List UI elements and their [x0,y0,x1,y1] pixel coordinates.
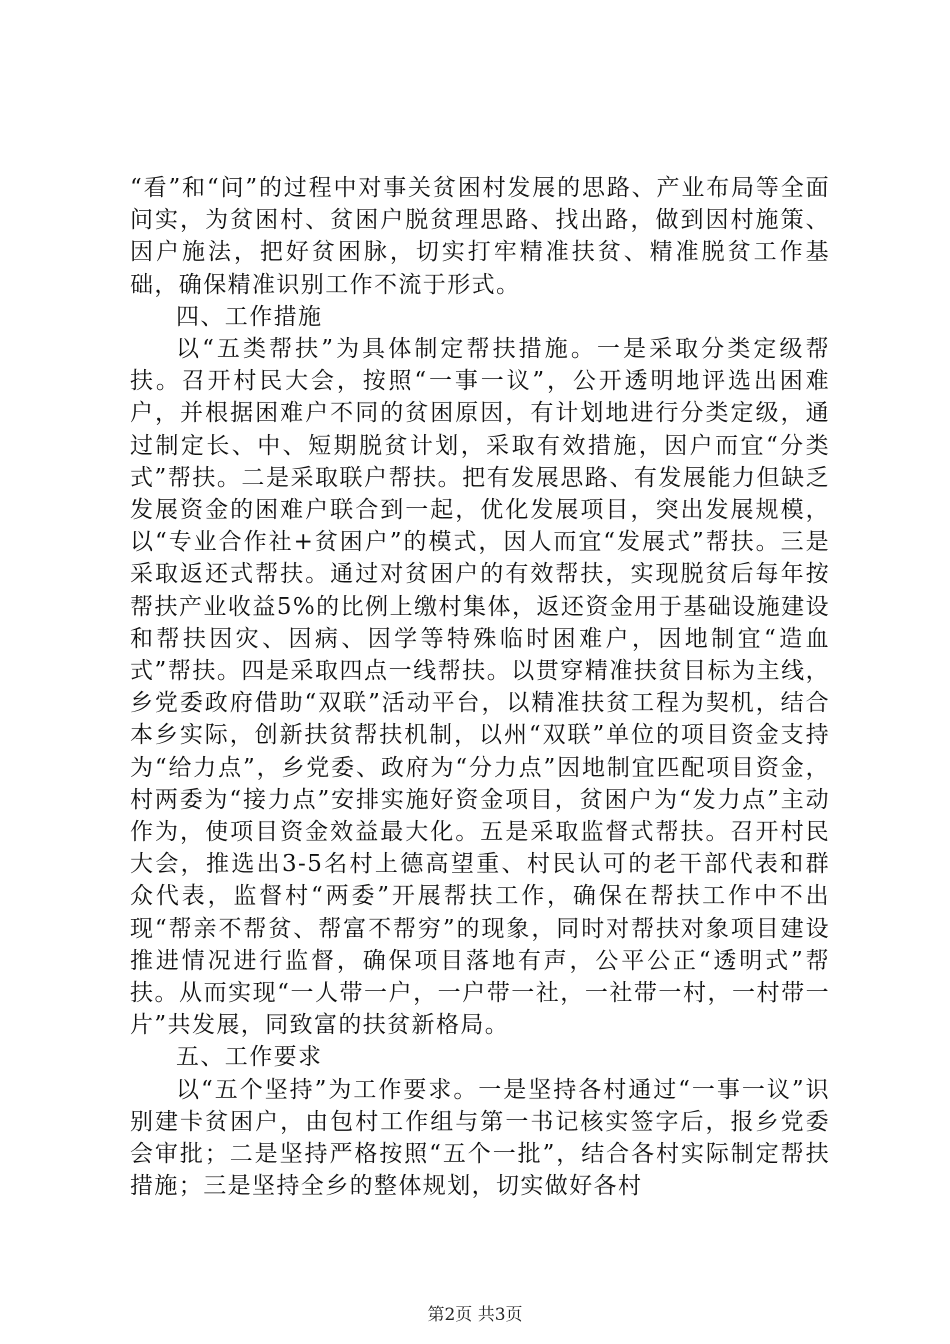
document-body [130,172,830,1203]
paragraph-requirements: 以“五个坚持”为工作要求。一是坚持各村通过“一事一议”识别建卡贫困户，由包村工作组与第一书记核实签字后，报乡党委会审批；二是坚持严格按照“五个一批”，结合各村实际制定帮扶措施；三是坚持全乡的整体规划，切实做好各村 [130,1076,830,1200]
section-heading-measures: 四、工作措施 [176,303,323,330]
paragraph-continuation: “看”和“问”的过程中对事关贫困村发展的思路、产业布局等全面问实，为贫困村、贫困户脱贫理思路、找出路，做到因村施策、因户施法，把好贫困脉，切实打牢精准扶贫、精准脱贫工作基础，确保精准识别工作不流于形式。 [130,175,830,298]
section-heading-requirements: 五、工作要求 [176,1044,323,1071]
paragraph-measures: 以“五类帮扶”为具体制定帮扶措施。一是采取分类定级帮扶。召开村民大会，按照“一事一议”，公开透明地评选出困难户，并根据困难户不同的贫困原因，有计划地进行分类定级，通过制定长、中、短期脱贫计划，采取有效措施，因户而宜“分类式”帮扶。二是采取联户帮扶。把有发展思路、有发展能力但缺乏发展资金的困难户联合到一起，优化发展项目，突出发展规模，以“专业合作社+贫困户”的模式，因人而宜“发展式”帮扶。三是采取返还式帮扶。通过对贫困户的有效帮扶，实现脱贫后每年按帮扶产业收益5%的比例上缴村集体，返还资金用于基础设施建设和帮扶因灾、因病、因学等特殊临时困难户，因地制宜“造血式”帮扶。四是采取四点一线帮扶。以贯穿精准扶贫目标为主线，乡党委政府借助“双联”活动平台，以精准扶贫工程为契机，结合本乡实际，创新扶贫帮扶机制，以州“双联”单位的项目资金支持为“给力点”，乡党委、政府为“分力点”因地制宜匹配项目资金，村两委为“接力点”安排实施好资金项目，贫困户为“发力点”主动作为，使项目资金效益最大化。五是采取监督式帮扶。召开村民大会，推选出3-5名村上德高望重、村民认可的老干部代表和群众代表，监督村“两委”开展帮扶工作，确保在帮扶工作中不出现“帮亲不帮贫、帮富不帮穷”的现象，同时对帮扶对象项目建设推进情况进行监督，确保项目落地有声，公平公正“透明式”帮扶。从而实现“一人带一户，一户带一社，一社带一村，一村带一片”共发展，同致富的扶贫新格局。 [130,336,830,1039]
page-number-footer: 第2页 共3页 [427,1305,523,1325]
